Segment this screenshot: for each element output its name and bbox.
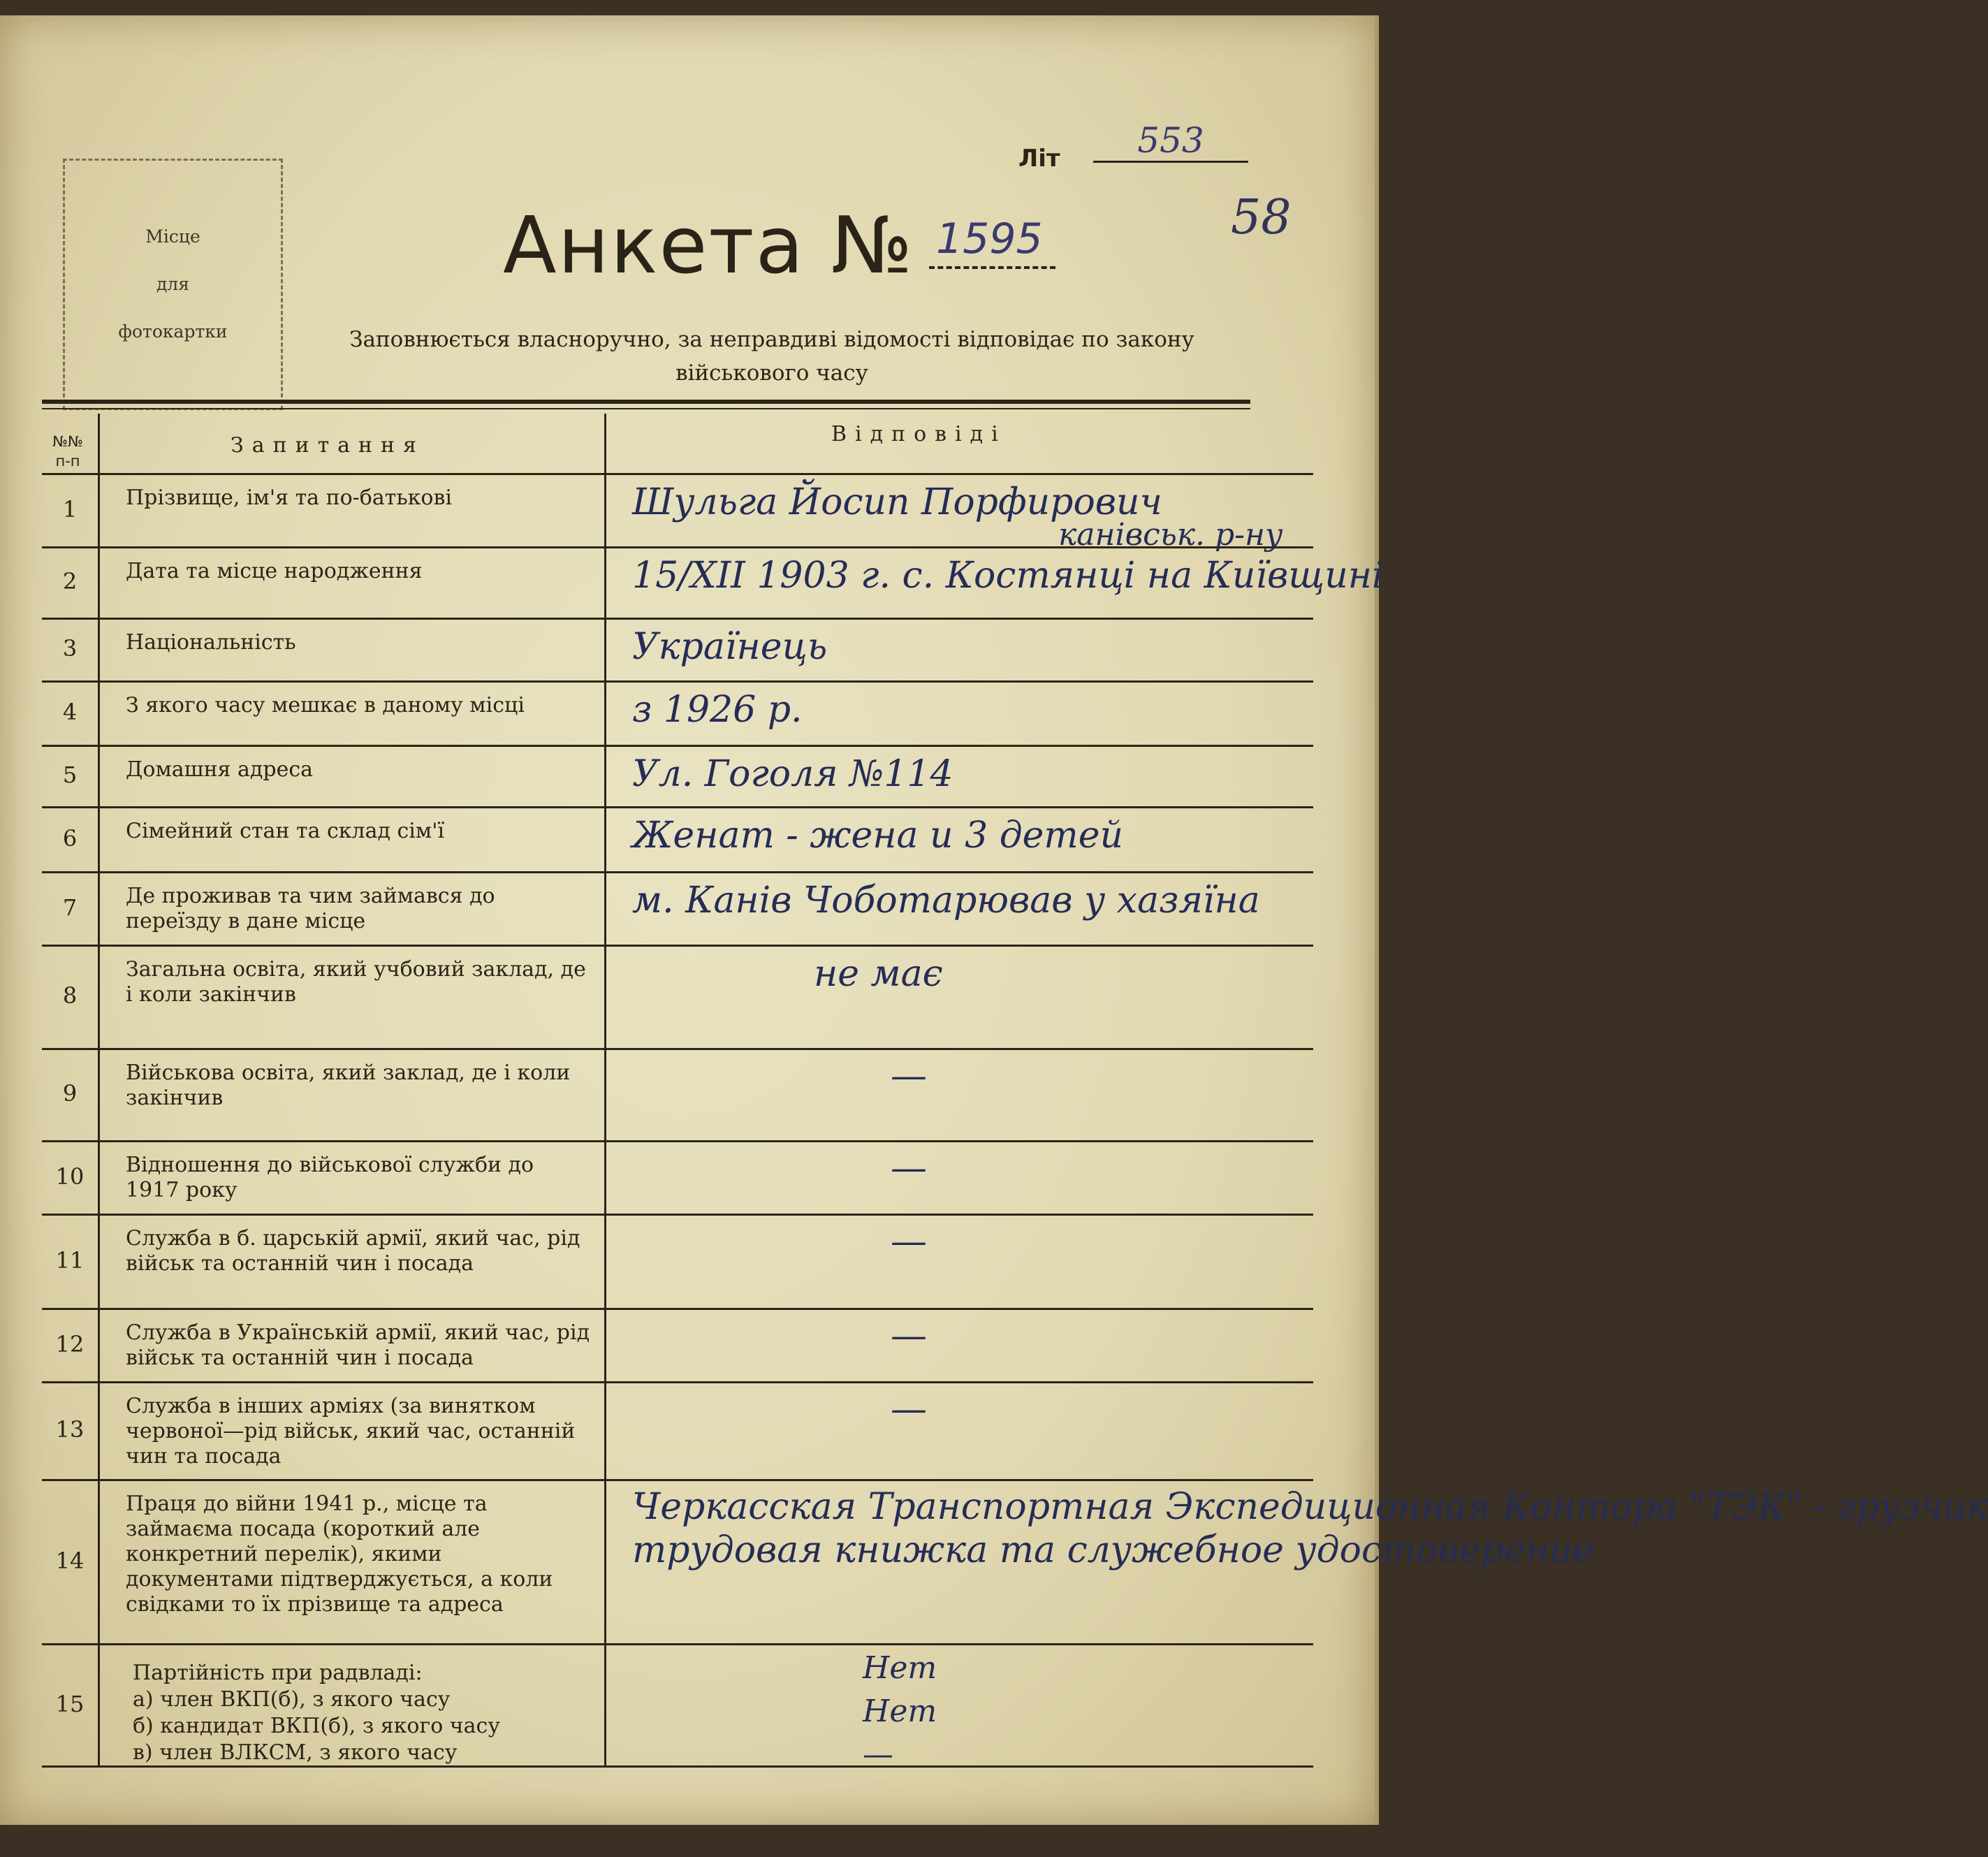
row-number: 5 (62, 762, 78, 788)
question-text: Загальна освіта, який учбовий заклад, де і коли закінчив (126, 957, 586, 1007)
lit-value: 553 (1093, 120, 1248, 163)
row-divider (42, 745, 1313, 747)
row-divider (42, 1643, 1313, 1645)
answer-handwritten: з 1926 р. (632, 689, 803, 731)
photo-placeholder (63, 159, 283, 410)
answer-note: канівськ. р-ну (1058, 517, 1283, 553)
answer-handwritten-line: — (863, 1737, 893, 1772)
photo-label-line-2: для (156, 274, 190, 294)
lit-label: Літ (1018, 145, 1060, 173)
question-text: З якого часу мешкає в даному місці (126, 693, 525, 718)
question-text-line: в) член ВЛКСМ, з якого часу (133, 1740, 458, 1765)
row-divider (42, 1048, 1313, 1050)
question-text: Відношення до військової служби до 1917 року (126, 1153, 534, 1202)
answer-handwritten: — (891, 1315, 927, 1357)
question-text: Сімейний стан та склад сім'ї (126, 819, 445, 843)
column-header-number: №№ п-п (52, 433, 83, 469)
answer-handwritten: Ул. Гоголя №114 (632, 753, 953, 795)
row-divider (42, 1479, 1313, 1481)
question-text: Праця до війни 1941 р., місце та займаєма посада (короткий але конкретний перелік), якими документами підтверджується, а коли свідками то їх прізвище та адреса (126, 1492, 553, 1617)
question-text-line: а) член ВКП(б), з якого часу (133, 1687, 451, 1712)
row-divider (42, 806, 1313, 808)
row-divider (42, 618, 1313, 620)
answer-handwritten: — (891, 1388, 927, 1430)
row-number: 4 (62, 699, 78, 725)
row-number: 15 (55, 1690, 85, 1717)
row-number: 1 (62, 495, 78, 523)
column-divider-number (98, 414, 100, 1765)
row-number: 11 (55, 1246, 85, 1274)
row-number: 3 (62, 635, 78, 662)
photo-label-line-3: фотокартки (118, 321, 228, 342)
column-header-answer: Відповіді (831, 422, 1007, 446)
header-bottom-rule (42, 473, 1313, 475)
column-header-question: Запитання (231, 433, 425, 458)
question-text-line: б) кандидат ВКП(б), з якого часу (133, 1714, 500, 1738)
row-divider (42, 1308, 1313, 1310)
question-text: Військова освіта, який заклад, де і коли закінчив (126, 1061, 571, 1110)
row-number: 2 (62, 568, 78, 595)
row-divider (42, 1214, 1313, 1216)
answer-handwritten: — (891, 1221, 927, 1262)
question-text: Домашня адреса (126, 757, 314, 782)
corner-number: 58 (1231, 190, 1292, 245)
row-number: 7 (62, 894, 78, 921)
column-divider-answer (604, 414, 606, 1765)
row-divider (42, 1140, 1313, 1142)
question-text: Служба в б. царській армії, який час, рід військ та останній чин і посада (126, 1226, 580, 1276)
answer-handwritten: Українець (632, 626, 828, 668)
question-text: Служба в Українській армії, який час, рід військ та останній чин і посада (126, 1320, 590, 1370)
photo-label-line-1: Місце (145, 226, 200, 247)
answer-handwritten: не має (814, 953, 943, 995)
row-divider (42, 1381, 1313, 1383)
question-text-line: Партійність при радвладі: (133, 1661, 423, 1685)
row-number: 13 (55, 1416, 85, 1443)
row-number: 6 (62, 824, 78, 852)
answer-handwritten: Женат - жена и 3 детей (632, 815, 1123, 857)
answer-handwritten: Шульга Йосип Порфирович (632, 481, 1162, 523)
row-divider (42, 871, 1313, 873)
header-rule-thin (42, 408, 1250, 409)
document-page (0, 15, 1988, 1825)
answer-handwritten-line: трудовая книжка та служебное удостоверение (632, 1529, 1595, 1571)
form-number: 1595 (929, 214, 1055, 269)
answer-handwritten: — (891, 1147, 927, 1189)
row-number: 14 (55, 1547, 85, 1574)
subtitle: Заповнюється власноручно, за неправдиві відомості відповідає по закону військового часу (349, 327, 1194, 386)
row-number: 8 (62, 982, 78, 1009)
answer-handwritten: м. Канів Чоботарював у хазяїна (632, 880, 1260, 922)
row-divider (42, 680, 1313, 683)
row-number: 12 (55, 1330, 85, 1357)
answer-handwritten: 15/XII 1903 г. с. Костянці на Київщині (632, 555, 1384, 597)
answer-handwritten-line: Нет (863, 1694, 937, 1729)
question-text: Де проживав та чим займався до переїзду в дане місце (126, 884, 495, 933)
header-rule-thick (42, 400, 1250, 404)
page-title: Анкета № (503, 201, 914, 291)
question-text: Дата та місце народження (126, 559, 423, 583)
row-divider (42, 1765, 1313, 1768)
row-divider (42, 945, 1313, 947)
question-text: Прізвище, ім'я та по-батькові (126, 486, 452, 510)
answer-handwritten: — (891, 1055, 927, 1097)
question-text: Національність (126, 630, 296, 655)
question-text: Служба в інших арміях (за винятком червоної—рід військ, який час, останній чин та посада (126, 1394, 576, 1469)
row-number: 9 (62, 1080, 78, 1107)
row-number: 10 (55, 1163, 85, 1190)
answer-handwritten-line: Нет (863, 1650, 937, 1686)
answer-handwritten-line: Черкасская Транспортная Экспедиционная Контора "ТЭК" - грузчик (632, 1486, 1988, 1528)
